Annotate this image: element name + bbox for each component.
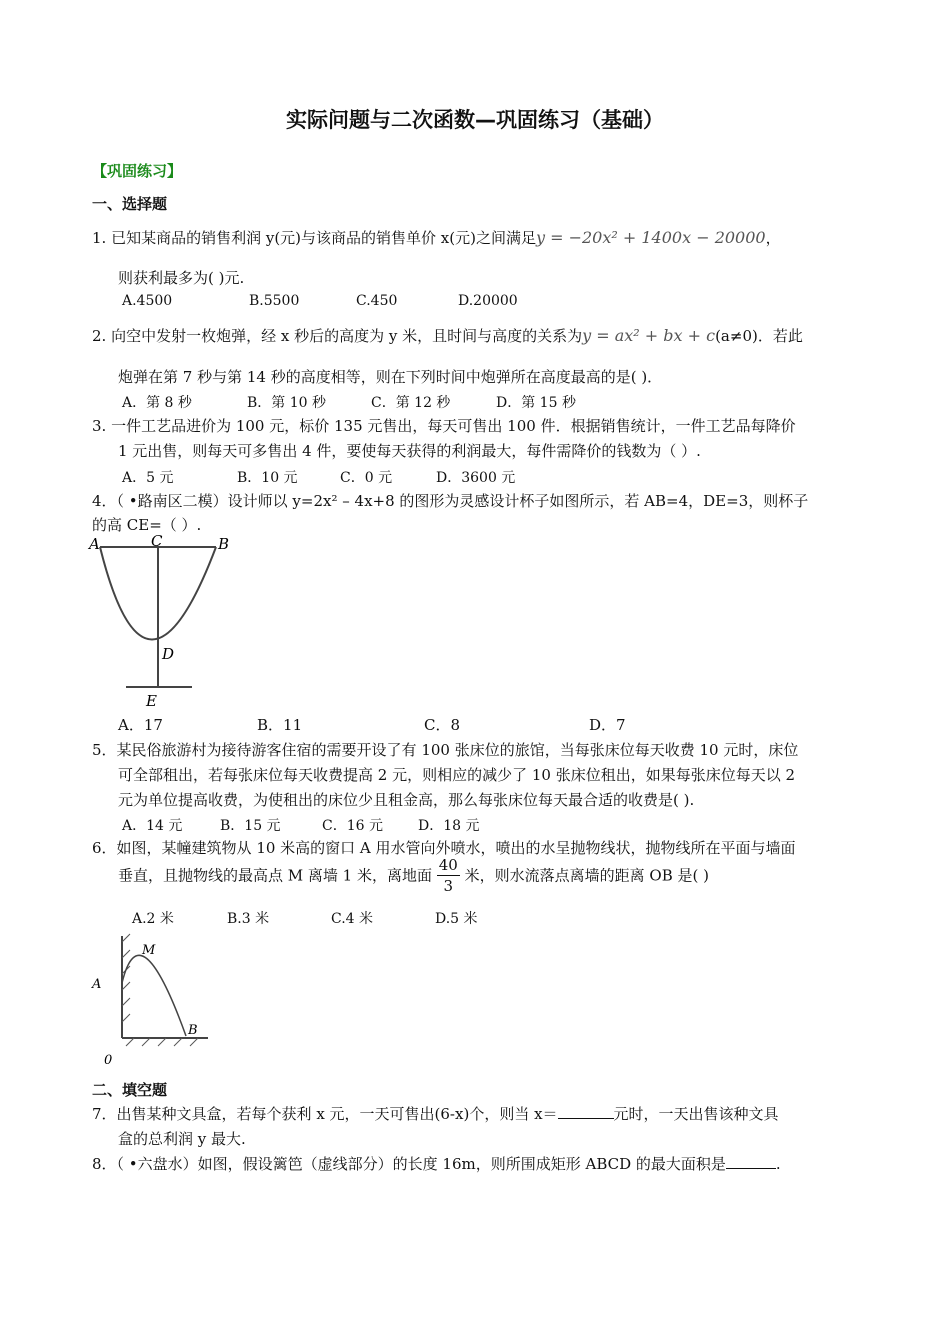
question-3-option-b: B．10 元 [237,470,298,486]
section-choice-heading: 一、选择题 [92,195,168,213]
question-3-option-d: D．3600 元 [436,470,516,486]
question-6-line2 [118,855,709,896]
question-5-option-b: B．15 元 [220,818,281,834]
question-1-line2: 则获利最多为( )元. [118,269,245,287]
question-1-option-b: B.5500 [249,293,300,309]
question-1 [92,228,781,248]
question-2-line2: 炮弹在第 7 秒与第 14 秒的高度相等，则在下列时间中炮弹所在高度最高的是( )． [118,368,663,386]
question-2-text: 2. 向空中发射一枚炮弹，经 x 秒后的高度为 y 米，且时间与高度的关系为 [92,327,583,345]
question-1-option-d: D.20000 [458,293,518,309]
question-7-answer-blank[interactable] [558,1104,614,1119]
label-b-fountain: B [188,1023,198,1038]
question-4-option-d: D．7 [589,716,626,734]
fraction-numerator: 40 [438,856,458,874]
label-d: D [162,645,175,663]
question-2-formula: y = ax² + bx + c [582,326,716,345]
question-3-line2: 1 元出售，则每天可多售出 4 件，要使每天获得的利润最大，每件需降价的钱数为（ ）. [118,442,701,460]
question-1-formula: y = −20x² + 1400x − 20000 [535,228,766,247]
label-m: M [142,943,156,958]
label-origin: 0 [104,1053,113,1068]
label-a-fountain: A [92,977,102,992]
water-parabola [122,955,186,1036]
question-2-option-a: A．第 8 秒 [122,395,192,411]
question-2-option-c: C．第 12 秒 [371,395,451,411]
section-fill-heading: 二、填空题 [92,1081,168,1099]
question-3-line1: 3. 一件工艺品进价为 100 元，标价 135 元售出，每天可售出 100 件．根据销售统计，一件工艺品每降价 [92,417,796,435]
question-6-line1: 6．如图，某幢建筑物从 10 米高的窗口 A 用水管向外喷水，喷出的水呈抛物线状，抛物线所在平面与墙面 [92,839,796,857]
fraction-denominator: 3 [443,877,454,895]
fraction-40-3 [437,855,460,896]
question-5-option-a: A．14 元 [122,818,183,834]
question-2-option-d: D．第 15 秒 [496,395,576,411]
question-4-option-a: A．17 [118,716,163,734]
question-7-text-start: 7．出售某种文具盒，若每个获利 x 元，一天可售出(6-x)个，则当 x＝ [92,1105,558,1123]
ground-hatching [126,1038,198,1046]
question-2-tail: (a≠0)．若此 [715,327,803,345]
question-7-text-end: 元时，一天出售该种文具 [613,1105,779,1123]
question-8-tail: . [775,1155,781,1173]
question-4-option-c: C．8 [424,716,461,734]
question-4-line1: 4．（ •路南区二模）设计师以 y=2x² – 4x+8 的图形为灵感设计杯子如图所示，若 AB=4，DE=3，则杯子 [92,492,809,510]
question-4-option-b: B．11 [257,716,303,734]
question-6-option-c: C.4 米 [331,911,374,927]
question-5-option-d: D．18 元 [418,818,480,834]
question-1-text: 1. 已知某商品的销售利润 y(元)与该商品的销售单价 x(元)之间满足 [92,229,536,247]
label-e: E [146,692,157,710]
question-1-tail: ， [765,229,781,247]
question-1-option-c: C.450 [356,293,398,309]
question-3-option-a: A．5 元 [122,470,174,486]
question-6-line2-end: 米，则水流落点离墙的距离 OB 是( ) [464,866,709,885]
question-2-option-b: B．第 10 秒 [247,395,327,411]
question-2 [92,326,803,346]
question-6-option-a: A.2 米 [132,911,174,927]
question-5-line3: 元为单位提高收费，为使租出的床位少且租金高，那么每张床位每天最合适的收费是( ). [118,791,695,809]
question-4-line2: 的高 CE=（ ）. [92,516,202,534]
page-title: 实际问题与二次函数—巩固练习（基础） [286,108,664,132]
question-8-text: 8．（ •六盘水）如图，假设篱笆（虚线部分）的长度 16m，则所围成矩形 ABCD 的最大面积是 [92,1155,726,1173]
question-8-answer-blank[interactable] [726,1154,776,1169]
cup-figure [86,532,246,710]
question-5-line2: 可全部租出，若每张床位每天收费提高 2 元，则相应的减少了 10 张床位租出，如果每张床位每天以 2 [118,766,796,784]
fountain-figure [86,928,216,1068]
question-8 [92,1154,781,1174]
question-6-option-b: B.3 米 [227,911,270,927]
question-7-line2: 盒的总利润 y 最大. [118,1130,246,1148]
question-6-option-d: D.5 米 [435,911,478,927]
question-5-line1: 5．某民俗旅游村为接待游客住宿的需要开设了有 100 张床位的旅馆，当每张床位每天收费 10 元时，床位 [92,741,799,759]
question-5-option-c: C．16 元 [322,818,383,834]
question-3-option-c: C．0 元 [340,470,393,486]
label-c: C [151,532,163,550]
section-practice-heading: 【巩固练习】 [92,162,183,180]
question-6-line2-start: 垂直，且抛物线的最高点 M 离墙 1 米，离地面 [118,866,432,885]
label-a: A [89,535,100,553]
question-7-line1 [92,1104,779,1124]
label-b: B [218,535,230,553]
question-1-option-a: A.4500 [122,293,173,309]
